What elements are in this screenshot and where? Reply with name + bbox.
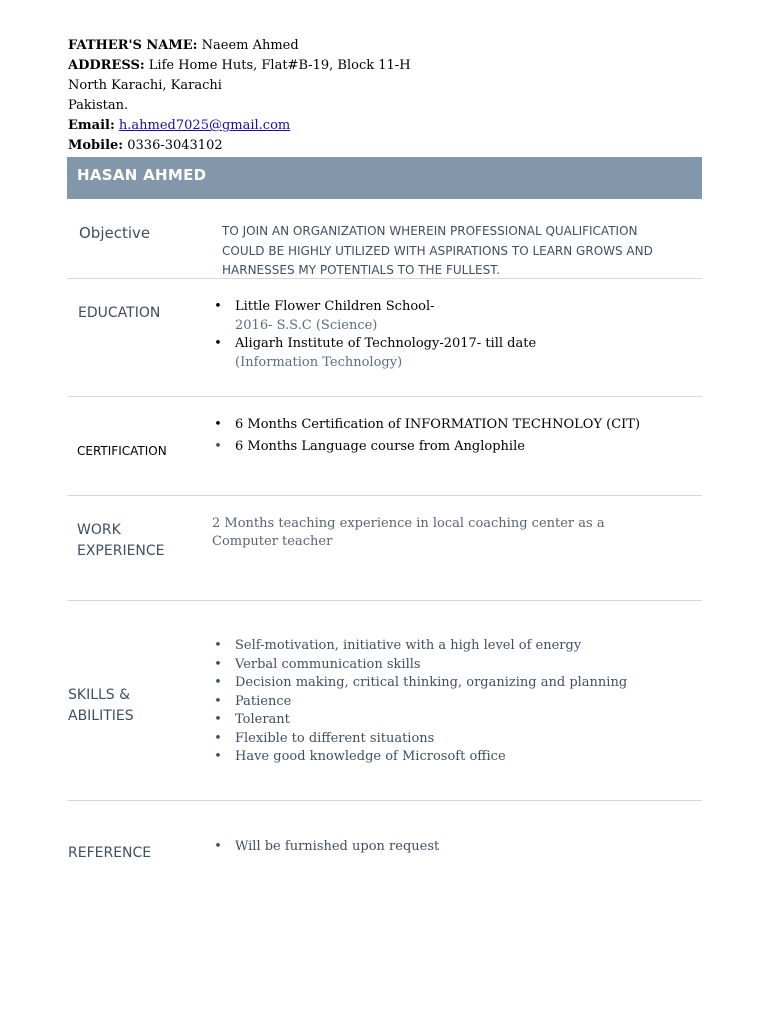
list-item: [213, 674, 627, 693]
skills-label-line-1: SKILLS &: [68, 687, 131, 703]
bullet-icon: •: [214, 749, 222, 764]
work-experience-label: [77, 520, 165, 562]
email-link[interactable]: h.ahmed7025@gmail.com: [118, 118, 291, 133]
objective-label: Objective: [79, 224, 151, 242]
work-experience-text: 2 Months teaching experience in local coaching center as a Computer teacher: [212, 516, 605, 549]
bullet-icon: •: [214, 656, 222, 672]
father-name-line: [68, 36, 411, 56]
bullet-icon: •: [214, 712, 222, 727]
list-item: [213, 693, 627, 712]
contact-header: [68, 36, 411, 156]
candidate-name: HASAN AHMED: [77, 166, 207, 184]
certification-item: 6 Months Language course from Anglophile: [235, 438, 525, 454]
bullet-icon: •: [214, 730, 222, 746]
education-school: Little Flower Children School-: [235, 299, 435, 314]
education-detail: 2016- S.S.C (Science): [235, 317, 378, 333]
address-line-1: [68, 56, 411, 76]
section-divider: [67, 600, 702, 601]
section-divider: [67, 396, 702, 397]
bullet-icon: •: [214, 299, 222, 314]
list-item: [213, 748, 627, 767]
bullet-icon: •: [214, 638, 222, 653]
skills-label-line-2: ABILITIES: [68, 708, 134, 724]
father-name-label: FATHER'S NAME:: [68, 38, 198, 53]
mobile-label: Mobile:: [68, 138, 124, 153]
objective-text: TO JOIN AN ORGANIZATION WHEREIN PROFESSIONAL QUALIFICATION COULD BE HIGHLY UTILIZED WITH ASPIRATIONS TO LEARN GROWS AND HARNESSES MY POTENTIALS TO THE FULLEST.: [222, 224, 653, 277]
education-school: Aligarh Institute of Technology-2017- till date: [235, 336, 537, 351]
email-label: Email:: [68, 118, 115, 133]
certification-list: [213, 416, 640, 456]
list-item: [213, 438, 640, 457]
list-item: [213, 637, 627, 656]
email-line: [68, 116, 411, 136]
skill-item: Self-motivation, initiative with a high level of energy: [235, 638, 582, 653]
mobile-value: 0336-3043102: [127, 138, 223, 153]
father-name-value: Naeem Ahmed: [201, 38, 299, 53]
address-line-2: North Karachi, Karachi: [68, 78, 222, 93]
list-item: [213, 335, 536, 372]
skill-item: Verbal communication skills: [235, 656, 421, 672]
work-label-line-2: EXPERIENCE: [77, 543, 165, 559]
section-divider: [67, 495, 702, 496]
section-divider: [67, 278, 702, 279]
certification-item: 6 Months Certification of INFORMATION TECHNOLOY (CIT): [235, 417, 641, 432]
education-label: EDUCATION: [78, 305, 161, 321]
skill-item: Decision making, critical thinking, organizing and planning: [235, 675, 628, 690]
skill-item: Tolerant: [235, 712, 290, 727]
skill-item: Have good knowledge of Microsoft office: [235, 749, 506, 764]
bullet-icon: •: [214, 675, 222, 690]
mobile-line: [68, 136, 411, 156]
reference-item: Will be furnished upon request: [235, 839, 440, 854]
work-label-line-1: WORK: [77, 522, 121, 538]
skills-list: [213, 637, 627, 767]
bullet-icon: •: [214, 438, 222, 454]
address-value-1: Life Home Huts, Flat#B-19, Block 11-H: [148, 58, 411, 73]
list-item: [213, 656, 627, 675]
skill-item: Patience: [235, 693, 292, 709]
bullet-icon: •: [214, 336, 222, 351]
list-item: [213, 838, 439, 857]
address-label: ADDRESS:: [68, 58, 145, 73]
list-item: [213, 298, 536, 335]
list-item: [213, 711, 627, 730]
reference-label: REFERENCE: [68, 845, 152, 861]
education-list: [213, 298, 536, 372]
skill-item: Flexible to different situations: [235, 730, 435, 746]
address-line-3: Pakistan.: [68, 98, 129, 113]
certification-label: CERTIFICATION: [77, 444, 167, 458]
list-item: [213, 730, 627, 749]
reference-list: [213, 838, 439, 857]
bullet-icon: •: [214, 839, 222, 854]
bullet-icon: •: [214, 417, 222, 432]
section-divider: [67, 800, 702, 801]
bullet-icon: •: [214, 693, 222, 709]
skills-label: [68, 685, 134, 727]
list-item: [213, 416, 640, 435]
education-detail: (Information Technology): [235, 354, 403, 370]
name-banner: [67, 157, 702, 199]
